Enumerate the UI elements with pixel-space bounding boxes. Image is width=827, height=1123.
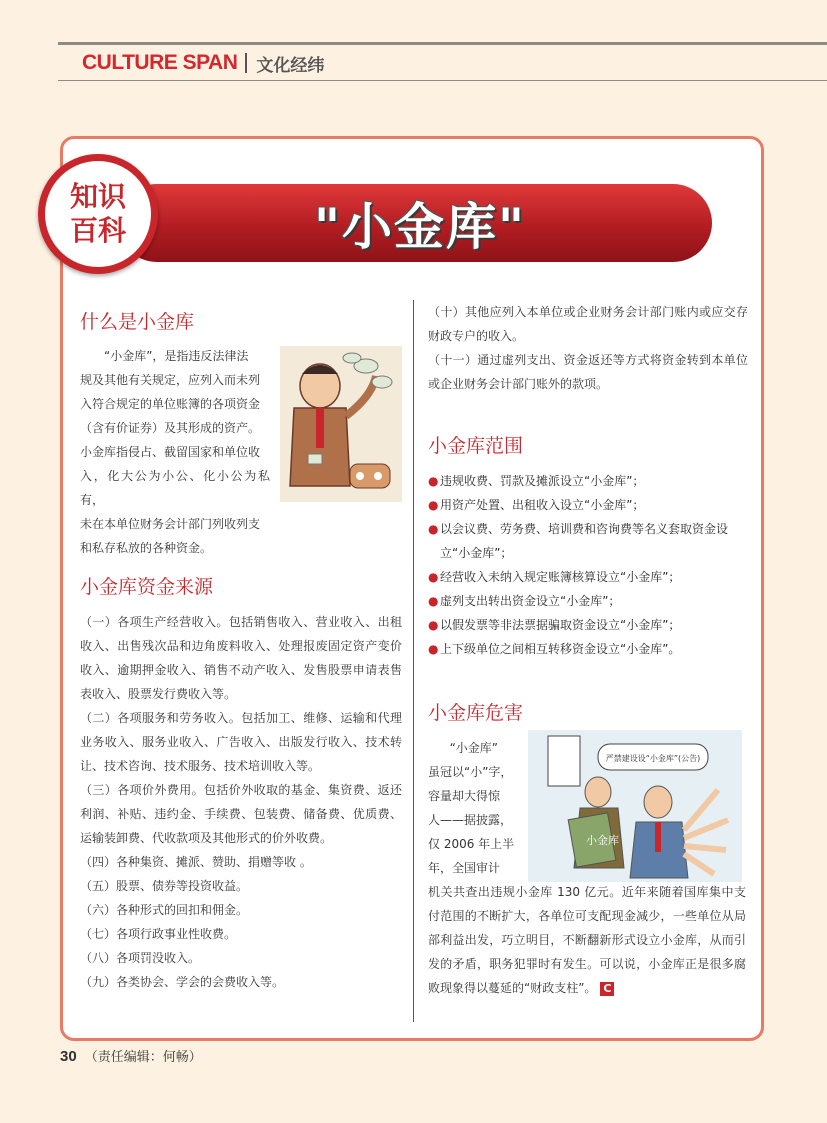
column-divider xyxy=(413,300,414,1022)
banner-text: 严禁建设设“小金库”(公告) xyxy=(605,754,701,763)
line: 入，化大公为小公、化小公为私有， xyxy=(80,469,270,507)
article-title: "小金库" xyxy=(313,198,527,256)
bullet-icon: ● xyxy=(428,570,439,584)
header-rule-top xyxy=(58,42,827,45)
column-section: 文化经纬 xyxy=(256,55,325,76)
source-item-8: （八）各项罚没收入。 xyxy=(80,951,201,965)
magazine-header xyxy=(82,50,324,76)
harm-body xyxy=(428,880,746,1000)
line: “小金库”，是指违反法律法 xyxy=(104,349,249,363)
source-item-11: （十一）通过虚列支出、资金返还等方式将资金转到本单位或企业财务会计部门账外的款项。 xyxy=(428,353,748,391)
scope-list xyxy=(428,469,748,661)
bullet-icon: ● xyxy=(428,498,439,512)
section-title-sources: 小金库资金来源 xyxy=(80,576,214,598)
scope-item: ● 以会议费、劳务费、培训费和咨询费等名义套取资金设立“小金库”； xyxy=(428,517,748,565)
header-rule-bottom xyxy=(58,80,827,81)
line: 虽冠以“小”字， xyxy=(428,765,513,779)
line: 人——据披露， xyxy=(428,813,513,827)
line: 未在本单位财务会计部门列收列支 xyxy=(80,517,261,531)
knowledge-badge xyxy=(38,154,158,274)
harm-intro-narrow xyxy=(428,736,522,880)
badge-line-2: 百科 xyxy=(69,214,126,247)
section-title-harm: 小金库危害 xyxy=(428,702,524,724)
header-separator xyxy=(245,53,247,73)
end-mark-icon: C xyxy=(600,982,614,996)
illustration-official xyxy=(280,346,402,502)
line: 容量却大得惊 xyxy=(428,789,501,803)
section-what-body xyxy=(80,344,270,560)
bullet-icon: ● xyxy=(428,594,439,608)
line: 规及其他有关规定，应列入而未列 xyxy=(80,373,261,387)
source-item-7: （七）各项行政事业性收费。 xyxy=(80,927,237,941)
badge-inner xyxy=(45,161,151,267)
line: 入符合规定的单位账簿的各项资金 xyxy=(80,397,261,411)
bullet-icon: ● xyxy=(428,642,439,656)
bullet-icon: ● xyxy=(428,618,439,632)
badge-line-1: 知识 xyxy=(69,180,126,213)
section-title-scope: 小金库范围 xyxy=(428,435,524,457)
sources-continued xyxy=(428,300,748,396)
source-item-3: （三）各项价外费用。包括价外收取的基金、集资费、返还利润、补贴、违约金、手续费、包装费、储备费、优质费、运输装卸费、代收款项及其他形式的价外收费。 xyxy=(80,783,402,845)
source-item-5: （五）股票、债券等投资收益。 xyxy=(80,879,249,893)
column-brand: CULTURE SPAN xyxy=(82,51,238,74)
scope-item: ● 违规收费、罚款及摊派设立“小金库”； xyxy=(428,469,748,493)
scope-item: ● 虚列支出转出资金设立“小金库”； xyxy=(428,589,748,613)
source-item-9: （九）各类协会、学会的会费收入等。 xyxy=(80,975,285,989)
line: 小金库指侵占、截留国家和单位收 xyxy=(80,445,261,459)
cartoon-official-icon xyxy=(280,346,402,502)
editor-credit: （责任编辑：何畅） xyxy=(84,1050,202,1065)
source-item-1: （一）各项生产经营收入。包括销售收入、营业收入、出租收入、出售残次品和边角废料收入、处理报废固定资产变价收入、逾期押金收入、销售不动产收入、发售股票申请表售表收入、股票发行费收入等。 xyxy=(80,615,402,701)
scope-item: ● 上下级单位之间相互转移资金设立“小金库”。 xyxy=(428,637,748,661)
cartoon-many-hands-icon xyxy=(528,730,742,882)
line: （含有价证券）及其形成的资产。 xyxy=(80,421,261,435)
page-number: 30 xyxy=(60,1048,77,1065)
bullet-icon: ● xyxy=(428,522,439,536)
source-item-6: （六）各种形式的回扣和佣金。 xyxy=(80,903,249,917)
scope-item: ● 以假发票等非法票据骗取资金设立“小金库”； xyxy=(428,613,748,637)
scope-item: ● 用资产处置、出租收入设立“小金库”； xyxy=(428,493,748,517)
line: “小金库” xyxy=(449,741,499,755)
source-item-10: （十）其他应列入本单位或企业财务会计部门账内或应交存财政专户的收入。 xyxy=(428,305,748,343)
line: 年，全国审计 xyxy=(428,861,501,875)
source-item-2: （二）各项服务和劳务收入。包括加工、维修、运输和代理业务收入、服务业收入、广告收入、出版发行收入、技术转让、技术咨询、技术服务、技术培训收入等。 xyxy=(80,711,402,773)
line: 仅 2006 年上半 xyxy=(428,837,515,851)
line: 和私存私放的各种资金。 xyxy=(80,541,213,555)
bullet-icon: ● xyxy=(428,474,439,488)
source-item-4: （四）各种集资、摊派、赞助、捐赠等收 。 xyxy=(80,855,312,869)
harm-text: 机关共查出违规小金库 130 亿元。近年来随着国库集中支付范围的不断扩大，各单位可支配现金减少，一些单位从局部利益出发，巧立明目，不断翻新形式设立小金库，从而引发的矛盾，职务犯罪时有发生。可以说，小金库正是很多腐败现象得以蔓延的“财政支柱”。 C xyxy=(428,885,746,995)
box-label: 小金库 xyxy=(586,834,619,847)
section-title-what: 什么是小金库 xyxy=(80,311,195,333)
illustration-officials xyxy=(528,730,742,882)
page-footer xyxy=(60,1046,202,1065)
scope-item: ● 经营收入未纳入规定账簿核算设立“小金库”； xyxy=(428,565,748,589)
section-sources-body xyxy=(80,610,402,994)
